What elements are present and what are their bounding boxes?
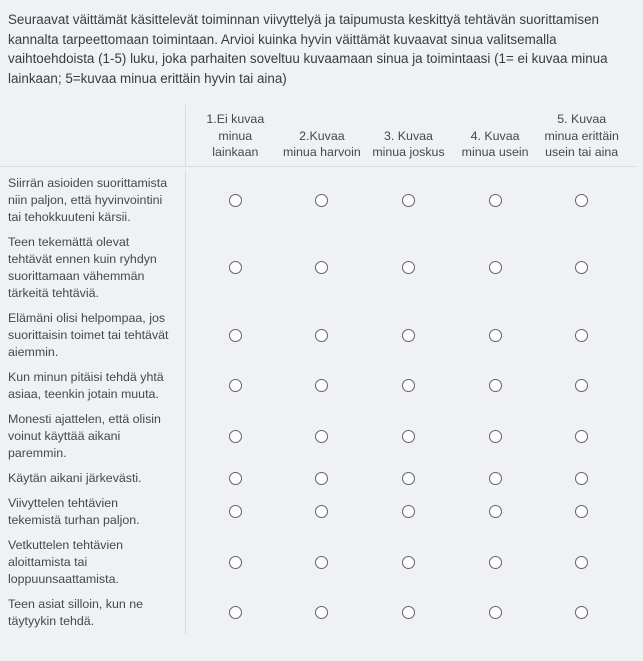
radio-option[interactable] — [315, 472, 328, 485]
statement-options — [185, 592, 637, 634]
statement-label: Teen tekemättä olevat tehtävät ennen kuin ryhdyn suorittamaan vähemmän tärkeitä tehtäviä. — [8, 234, 157, 300]
option-cell-1 — [192, 606, 279, 619]
option-cell-2 — [279, 379, 366, 392]
option-cell-3 — [365, 472, 452, 485]
statement-options — [185, 230, 637, 306]
option-cell-3 — [365, 505, 452, 518]
radio-option[interactable] — [575, 606, 588, 619]
option-cell-3 — [365, 379, 452, 392]
option-cell-4 — [452, 505, 539, 518]
radio-option[interactable] — [402, 505, 415, 518]
matrix-header-columns — [185, 105, 637, 166]
radio-option[interactable] — [229, 556, 242, 569]
statement-options — [185, 491, 637, 533]
option-cell-1 — [192, 505, 279, 518]
radio-option[interactable] — [229, 329, 242, 342]
option-cell-2 — [279, 194, 366, 207]
statement-label: Viivyttelen tehtävien tekemistä turhan paljon. — [8, 495, 140, 527]
option-cell-2 — [279, 472, 366, 485]
option-cell-4 — [452, 472, 539, 485]
matrix-header-row — [0, 105, 637, 167]
statement-label: Monesti ajattelen, että olisin voinut käyttää aikani paremmin. — [8, 411, 161, 460]
radio-option[interactable] — [402, 194, 415, 207]
radio-option[interactable] — [489, 261, 502, 274]
statement-row — [0, 230, 637, 306]
survey-page — [0, 10, 643, 634]
radio-option[interactable] — [489, 329, 502, 342]
radio-option[interactable] — [315, 194, 328, 207]
radio-option[interactable] — [402, 556, 415, 569]
radio-option[interactable] — [575, 194, 588, 207]
radio-option[interactable] — [229, 472, 242, 485]
radio-option[interactable] — [315, 430, 328, 443]
radio-option[interactable] — [315, 505, 328, 518]
column-header-1: 1.Ei kuvaa minua lainkaan — [206, 112, 265, 159]
radio-option[interactable] — [229, 261, 242, 274]
radio-option[interactable] — [229, 194, 242, 207]
radio-option[interactable] — [402, 430, 415, 443]
option-cell-2 — [279, 430, 366, 443]
option-cell-3 — [365, 329, 452, 342]
radio-option[interactable] — [489, 379, 502, 392]
statement-row — [0, 491, 637, 533]
option-cell-4 — [452, 556, 539, 569]
radio-option[interactable] — [575, 472, 588, 485]
radio-option[interactable] — [402, 606, 415, 619]
column-header-4: 4. Kuvaa minua usein — [461, 128, 529, 159]
statement-row — [0, 407, 637, 466]
radio-option[interactable] — [575, 556, 588, 569]
radio-option[interactable] — [315, 606, 328, 619]
statement-options — [185, 533, 637, 592]
option-cell-1 — [192, 194, 279, 207]
option-cell-4 — [452, 606, 539, 619]
statement-row — [0, 171, 637, 230]
radio-option[interactable] — [229, 606, 242, 619]
statement-label: Siirrän asioiden suorittamista niin paljon, että hyvinvointini tai tehokkuuteni kärsii. — [8, 175, 168, 224]
radio-option[interactable] — [489, 606, 502, 619]
option-cell-2 — [279, 505, 366, 518]
statement-label: Käytän aikani järkevästi. — [8, 470, 142, 485]
radio-option[interactable] — [402, 329, 415, 342]
likert-matrix — [0, 105, 637, 634]
option-cell-5 — [538, 261, 625, 274]
option-cell-5 — [538, 329, 625, 342]
option-cell-1 — [192, 430, 279, 443]
option-cell-4 — [452, 430, 539, 443]
radio-option[interactable] — [489, 556, 502, 569]
option-cell-3 — [365, 556, 452, 569]
option-cell-5 — [538, 379, 625, 392]
column-header-3: 3. Kuvaa minua joskus — [372, 128, 445, 159]
statement-options — [185, 171, 637, 230]
option-cell-4 — [452, 194, 539, 207]
option-cell-2 — [279, 556, 366, 569]
option-cell-3 — [365, 194, 452, 207]
column-header-2: 2.Kuvaa minua harvoin — [282, 128, 361, 159]
radio-option[interactable] — [489, 505, 502, 518]
radio-option[interactable] — [229, 505, 242, 518]
radio-option[interactable] — [575, 329, 588, 342]
matrix-rows — [0, 167, 637, 634]
option-cell-5 — [538, 430, 625, 443]
radio-option[interactable] — [575, 430, 588, 443]
option-cell-5 — [538, 505, 625, 518]
statement-row — [0, 533, 637, 592]
radio-option[interactable] — [489, 194, 502, 207]
option-cell-1 — [192, 472, 279, 485]
radio-option[interactable] — [489, 472, 502, 485]
radio-option[interactable] — [229, 379, 242, 392]
statement-row — [0, 466, 637, 491]
option-cell-5 — [538, 194, 625, 207]
radio-option[interactable] — [315, 329, 328, 342]
statement-label: Elämäni olisi helpompaa, jos suorittaisin toimet tai tehtävät aiemmin. — [8, 310, 169, 359]
radio-option[interactable] — [402, 261, 415, 274]
option-cell-5 — [538, 556, 625, 569]
option-cell-4 — [452, 329, 539, 342]
option-cell-5 — [538, 606, 625, 619]
radio-option[interactable] — [575, 261, 588, 274]
radio-option[interactable] — [402, 472, 415, 485]
option-cell-2 — [279, 261, 366, 274]
option-cell-3 — [365, 430, 452, 443]
statement-options — [185, 407, 637, 466]
option-cell-2 — [279, 606, 366, 619]
statement-options — [185, 466, 637, 491]
statement-row — [0, 365, 637, 407]
survey-instructions: Seuraavat väittämät käsittelevät toiminnan viivyttelyä ja taipumusta keskittyä tehtävän suorittamisen kannalta tarpeettomaan toimintaan. Arvioi kuinka hyvin väittämät kuvaavat sinua valitsemalla vaihtoehdoista (1-5) luku, joka parhaiten soveltuu kuvaamaan sinua ja toimintaasi (1= ei kuvaa minua lainkaan; 5=kuvaa minua erittäin hyvin tai aina) — [8, 12, 608, 86]
header-label-spacer — [0, 105, 185, 166]
radio-option[interactable] — [402, 379, 415, 392]
statement-row — [0, 306, 637, 365]
option-cell-1 — [192, 556, 279, 569]
statement-options — [185, 365, 637, 407]
radio-option[interactable] — [315, 556, 328, 569]
statement-options — [185, 306, 637, 365]
option-cell-1 — [192, 261, 279, 274]
option-cell-1 — [192, 329, 279, 342]
option-cell-1 — [192, 379, 279, 392]
option-cell-2 — [279, 329, 366, 342]
radio-option[interactable] — [229, 430, 242, 443]
statement-label: Teen asiat silloin, kun ne täytyykin tehdä. — [8, 596, 144, 628]
statement-label: Vetkuttelen tehtävien aloittamista tai loppuunsaattamista. — [8, 537, 124, 586]
radio-option[interactable] — [489, 430, 502, 443]
radio-option[interactable] — [575, 379, 588, 392]
option-cell-3 — [365, 261, 452, 274]
statement-row — [0, 592, 637, 634]
column-header-5: 5. Kuvaa minua erittäin usein tai aina — [544, 112, 619, 159]
radio-option[interactable] — [315, 261, 328, 274]
option-cell-4 — [452, 379, 539, 392]
option-cell-4 — [452, 261, 539, 274]
radio-option[interactable] — [315, 379, 328, 392]
statement-label: Kun minun pitäisi tehdä yhtä asiaa, teenkin jotain muuta. — [8, 369, 164, 401]
radio-option[interactable] — [575, 505, 588, 518]
option-cell-5 — [538, 472, 625, 485]
option-cell-3 — [365, 606, 452, 619]
